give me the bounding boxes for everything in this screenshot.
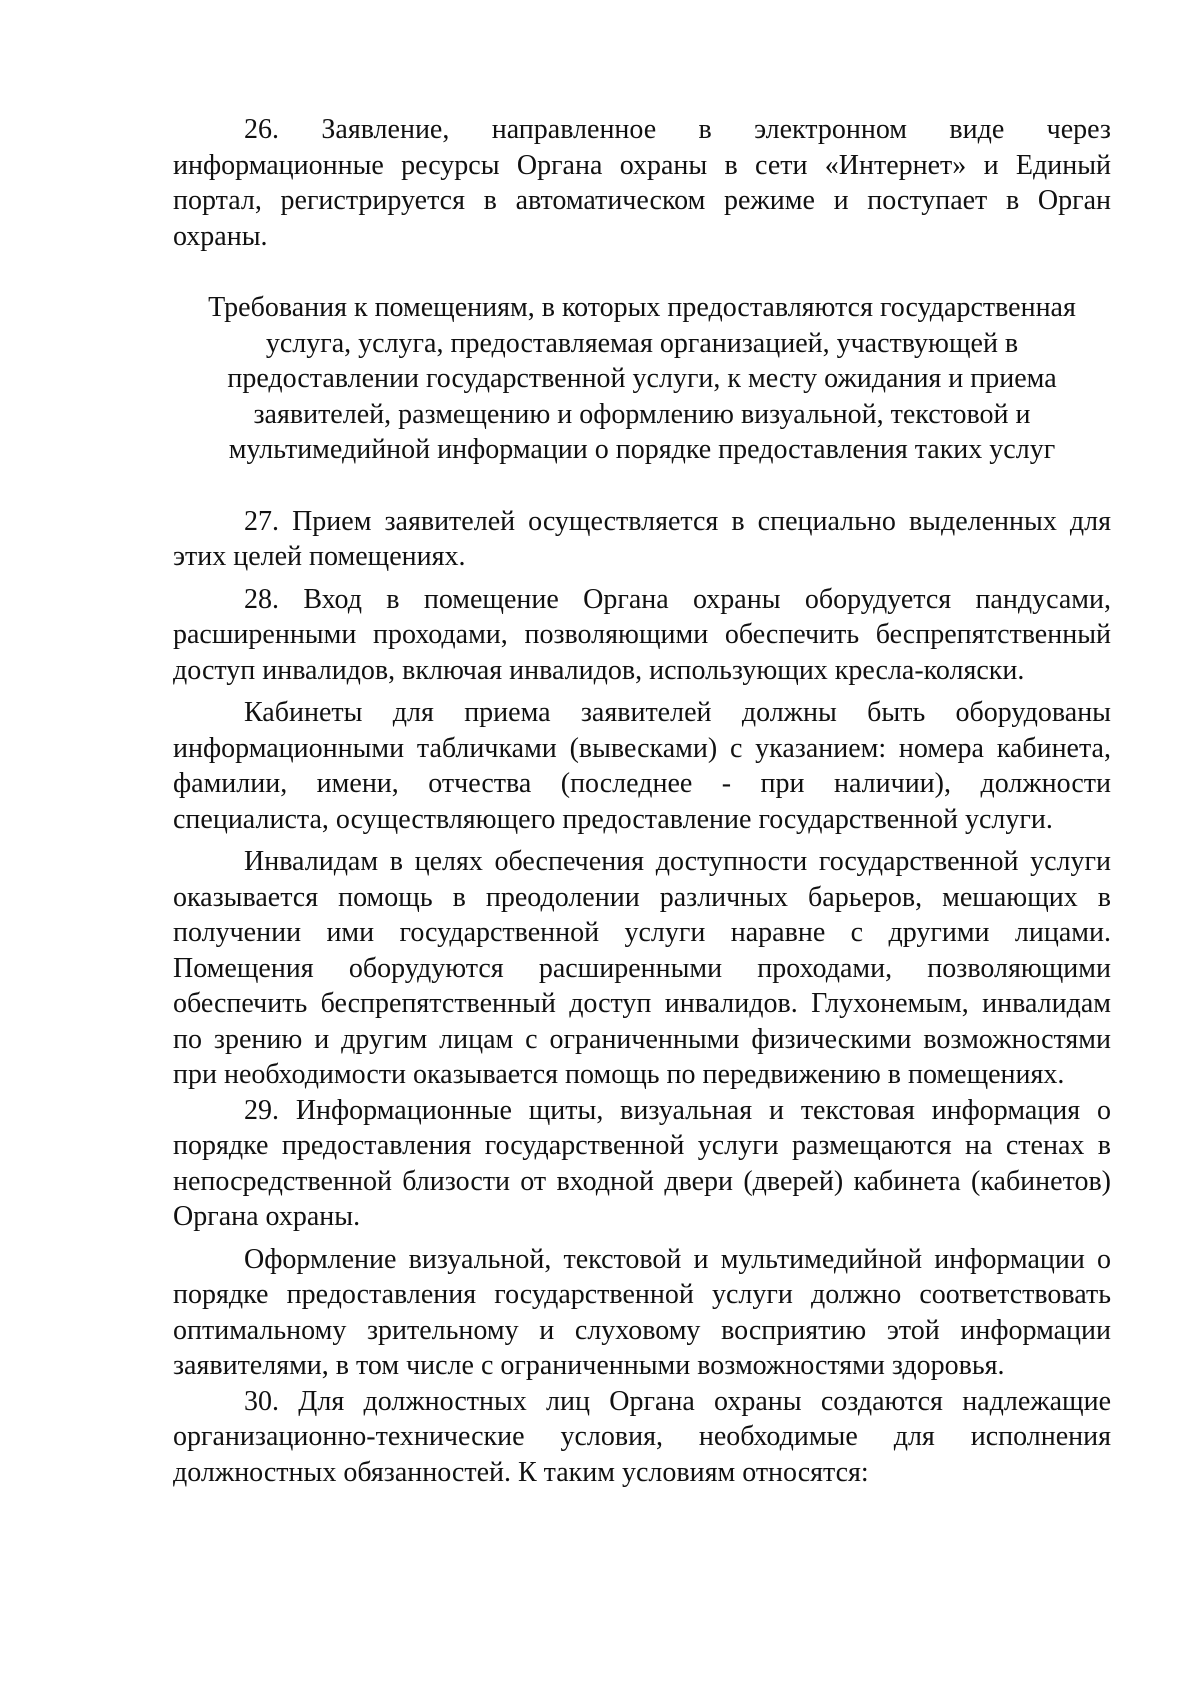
paragraph-26: 26. Заявление, направленное в электронном виде через информационные ресурсы Органа охраны в сети «Интернет» и Единый портал, регистрируется в автоматическом режиме и поступает в Орган охраны.	[173, 114, 1111, 252]
paragraph-28: 28. Вход в помещение Органа охраны оборудуется пандусами, расширенными проходами, позволяющими обеспечить беспрепятственный доступ инвалидов, включая инвалидов, использующих кресла-коляски.	[173, 583, 1111, 686]
paragraph-30: 30. Для должностных лиц Органа охраны создаются надлежащие организационно-технические условия, необходимые для исполнения должностных обязанностей. К таким условиям относятся:	[173, 1385, 1111, 1488]
paragraph-cabinets: Кабинеты для приема заявителей должны быть оборудованы информационными табличками (вывесками) с указанием: номера кабинета, фамилии, имени, отчества (последнее - при наличии), должности специалиста, осуществляющего предоставление государственной услуги.	[173, 697, 1111, 835]
paragraph-info-design: Оформление визуальной, текстовой и мультимедийной информации о порядке предоставления государственной услуги должно соответствовать оптимальному зрительному и слуховому восприятию этой информации заявителями, в том числе с ограниченными возможностями здоровья.	[173, 1243, 1111, 1381]
paragraph-27: 27. Прием заявителей осуществляется в специально выделенных для этих целей помещениях.	[173, 505, 1111, 572]
heading-line: предоставлении государственной услуги, к месту ожидания и приема	[227, 363, 1057, 394]
heading-line: заявителей, размещению и оформлению визуальной, текстовой и	[253, 398, 1031, 430]
paragraph-disabled-access: Инвалидам в целях обеспечения доступности государственной услуги оказывается помощь в преодолении различных барьеров, мешающих в получении ими государственной услуги наравне с другими лицами. Помещения оборудуются расширенными проходами, позволяющими обеспечить беспрепятственный доступ инвалидов. Глухонемым, инвалидам по зрению и другим лицам с ограниченными физическими возможностями при необходимости оказывается помощь по передвижению в помещениях.	[173, 846, 1111, 1090]
document-body	[173, 112, 1111, 1490]
section-heading	[173, 290, 1111, 468]
heading-line: услуга, услуга, предоставляемая организацией, участвующей в	[265, 327, 1019, 359]
heading-line: Требования к помещениям, в которых предоставляются государственная	[208, 292, 1076, 323]
paragraph-29: 29. Информационные щиты, визуальная и текстовая информация о порядке предоставления государственной услуги размещаются на стенах в непосредственной близости от входной двери (дверей) кабинета (кабинетов) Органа охраны.	[173, 1094, 1111, 1232]
heading-line: мультимедийной информации о порядке предоставления таких услуг	[228, 434, 1056, 465]
